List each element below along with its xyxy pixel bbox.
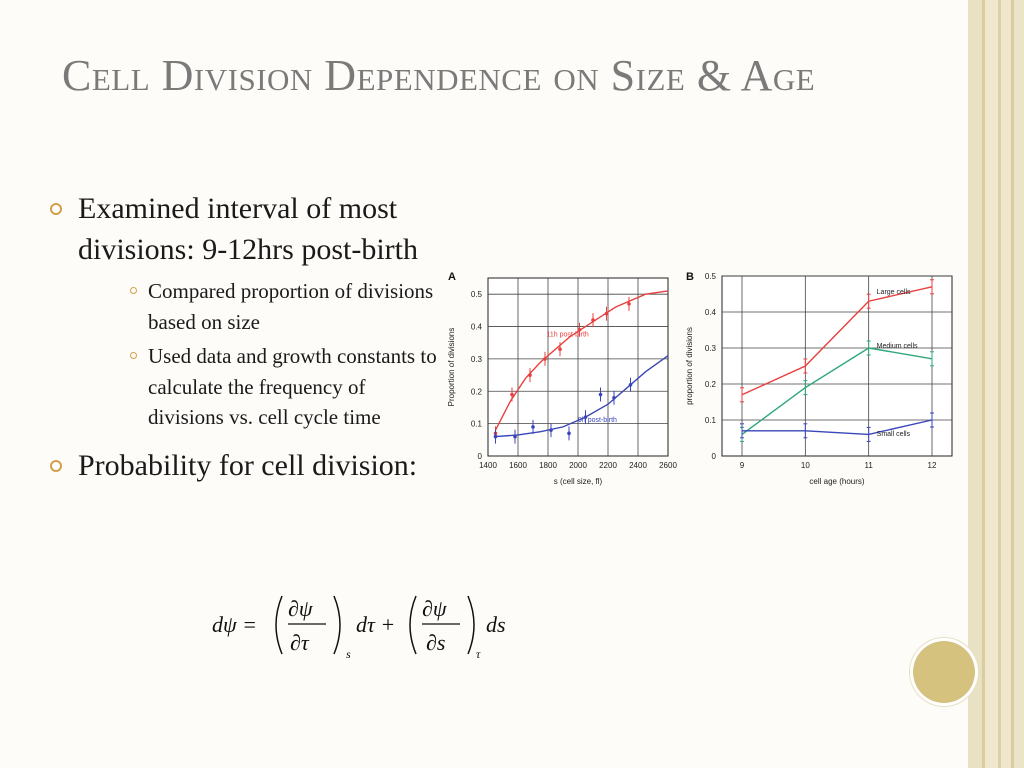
panel-b-series-label-large: Large cells: [876, 289, 911, 296]
panel-a-x-tick-label: 1800: [539, 461, 557, 470]
formula-term1-numerator: ∂ψ: [288, 596, 313, 621]
formula-term2-numerator: ∂ψ: [422, 596, 447, 621]
panel-a-x-tick-label: 1400: [479, 461, 497, 470]
panel-b-y-tick-label: 0.4: [704, 308, 716, 317]
panel-a-x-tick-label: 2400: [629, 461, 647, 470]
panel-b-y-tick-label: 0.3: [704, 344, 716, 353]
panel-b-y-tick-label: 0.1: [704, 416, 716, 425]
panel-a-series-label-9h: 9h post-birth: [578, 417, 617, 425]
panel-a-x-tick-label: 2200: [599, 461, 617, 470]
panel-a-data-point: [629, 383, 633, 387]
panel-b-y-tick-label: 0: [711, 452, 716, 461]
bullet-examined-interval: Examined interval of most divisions: 9-12hrs post-birth: [48, 188, 438, 270]
panel-b-x-tick-label: 10: [800, 461, 810, 470]
sub-bullet-compared-proportion: Compared proportion of divisions based on size: [128, 276, 438, 337]
bullet-probability: Probability for cell division:: [48, 445, 438, 486]
panel-b-x-tick-label: 9: [739, 461, 745, 470]
panel-a-y-tick-label: 0.3: [470, 354, 482, 364]
panel-b-x-axis-label: cell age (hours): [809, 477, 865, 486]
panel-a-data-point: [513, 435, 517, 439]
formula-term1-denominator: ∂τ: [290, 630, 309, 655]
formula-lhs: dψ =: [212, 612, 258, 637]
sub-bullet-list: [48, 276, 438, 433]
panel-a-y-tick-label: 0.5: [470, 290, 482, 300]
panel-a-data-point: [567, 432, 571, 436]
panel-a-data-point: [494, 435, 498, 439]
panel-a-y-tick-label: 0.4: [470, 322, 482, 332]
panel-a-y-tick-label: 0.1: [470, 419, 482, 429]
panel-b-series-label-medium: Medium cells: [876, 343, 918, 350]
panel-a-data-point: [528, 373, 532, 377]
panel-a-data-point: [558, 347, 562, 351]
decorative-accent-circle: [913, 641, 975, 703]
formula-term1-subscript: s: [346, 647, 351, 660]
division-charts-figure: [440, 262, 970, 502]
panel-a-x-tick-label: 1600: [509, 461, 527, 470]
slide-title: Cell Division Dependence on Size & Age: [62, 51, 816, 100]
formula-term1-differential: dτ +: [356, 612, 396, 637]
panel-b-y-axis-label: proportion of divisions: [685, 327, 694, 405]
panel-b-y-tick-label: 0.2: [704, 380, 716, 389]
bullet-list: [48, 188, 438, 492]
panel-a-x-tick-label: 2000: [569, 461, 587, 470]
panel-b-series-label-small: Small cells: [876, 431, 911, 439]
panel-b-x-tick-label: 12: [927, 461, 937, 470]
panel-a-y-tick-label: 0.2: [470, 387, 482, 397]
panel-a-data-point: [510, 393, 514, 397]
panel-a-data-point: [543, 357, 547, 361]
panel-b-y-tick-label: 0.5: [704, 272, 716, 281]
decorative-side-stripes: [968, 0, 1024, 768]
panel-a-data-point: [591, 318, 595, 322]
panel-a-y-axis-label: Proportion of divisions: [447, 327, 456, 407]
panel-label-b: B: [686, 271, 694, 283]
formula-term2-denominator: ∂s: [426, 630, 446, 655]
panel-a-data-point: [605, 312, 609, 316]
panel-a-data-point: [531, 425, 535, 429]
panel-b-x-tick-label: 11: [864, 461, 873, 470]
panel-label-a: A: [448, 271, 456, 283]
panel-a-data-point: [599, 393, 603, 397]
panel-a-series-label-11h: 11h post-birth: [546, 331, 589, 339]
probability-formula: [212, 590, 542, 660]
formula-term2-subscript: τ: [476, 647, 481, 660]
panel-a-data-point: [549, 428, 553, 432]
panel-a-x-axis-label: s (cell size, fl): [553, 477, 603, 486]
formula-term2-differential: ds: [486, 612, 506, 637]
panel-a-y-tick-label: 0: [477, 452, 482, 461]
panel-a-data-point: [627, 302, 631, 306]
panel-a-x-tick-label: 2600: [659, 461, 677, 470]
panel-a-data-point: [612, 396, 616, 400]
panel-b-frame: [722, 276, 952, 456]
sub-bullet-used-data: Used data and growth constants to calculate the frequency of divisions vs. cell cycle time: [128, 341, 438, 433]
